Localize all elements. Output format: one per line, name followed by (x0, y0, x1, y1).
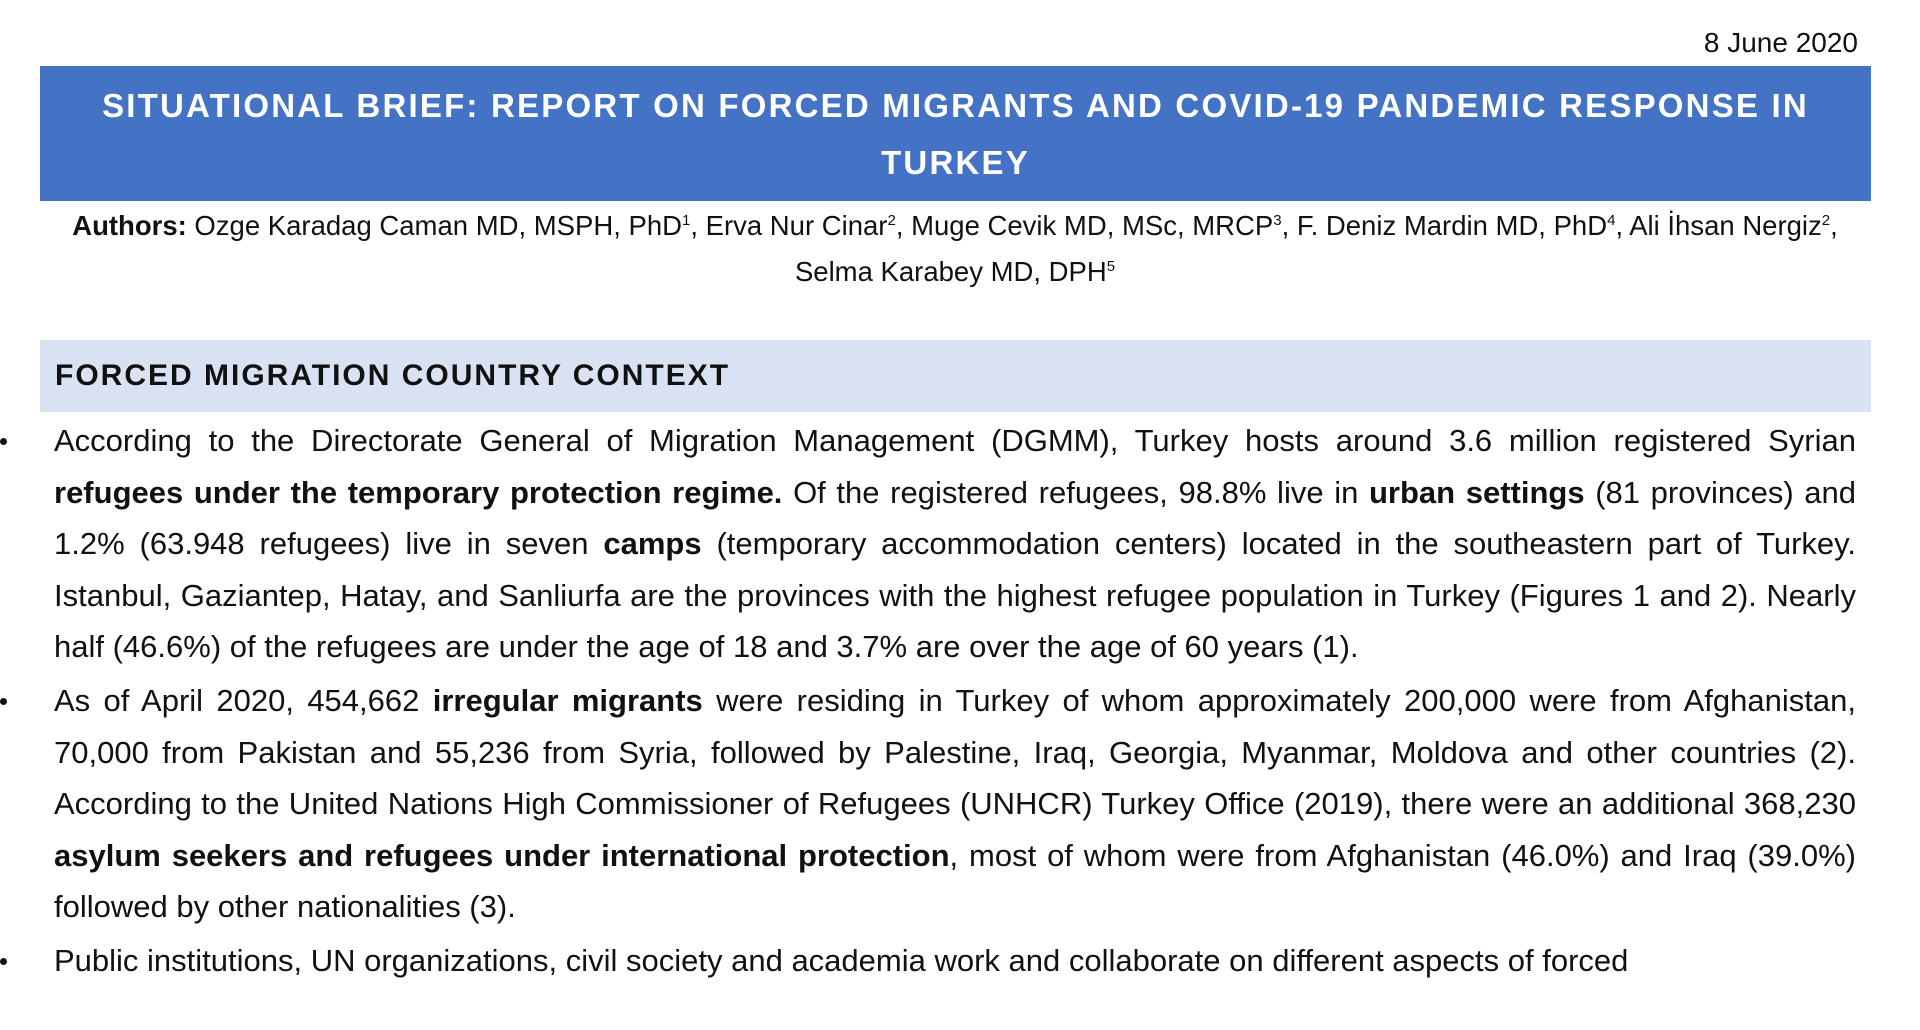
bullet-text: According to the Directorate General of Migration Management (DGMM), Turkey hosts around 3.6 million registered Syrian (54, 423, 1856, 458)
bullet-text: As of April 2020, 454,662 (54, 682, 433, 718)
author-affiliation: 3 (1273, 211, 1282, 229)
author-affiliation: 4 (1607, 211, 1616, 229)
authors-line (60, 203, 1850, 295)
section-title: FORCED MIGRATION COUNTRY CONTEXT (55, 359, 731, 392)
author-separator: , (1830, 210, 1838, 241)
author-affiliation: 5 (1106, 257, 1116, 275)
author-separator: , (690, 210, 706, 241)
bullet-dot-icon (0, 698, 7, 705)
author-name: F. Deniz Mardin MD, PhD (1296, 210, 1608, 241)
bullet-text: (81 provinces) and 1.2% (63.948 refugees) live in seven (54, 474, 1856, 562)
bullet-bold-text: urban settings (1368, 474, 1585, 510)
bullet-dot-icon (0, 438, 7, 445)
report-title: SITUATIONAL BRIEF: REPORT ON FORCED MIGRANTS AND COVID-19 PANDEMIC RESPONSE IN TURKEY (102, 86, 1809, 181)
bullet-text: Public institutions, UN organizations, civil society and academia work and collaborate on different aspects of forced (54, 942, 1629, 978)
authors-label: Authors: (72, 210, 187, 241)
bullet-bold-text: refugees under the temporary protection regime. (54, 474, 783, 510)
bullet-bold-text: asylum seekers and refugees under international protection (54, 837, 950, 873)
author-separator: , (1281, 210, 1297, 241)
bullet-dot-icon (0, 958, 7, 965)
bullet-bold-text: camps (603, 526, 702, 562)
author-separator: , (895, 210, 912, 241)
report-date: 8 June 2020 (1703, 27, 1858, 58)
author-affiliation: 2 (887, 211, 896, 229)
author-affiliation: 1 (681, 211, 691, 229)
bullet-text: were residing in Turkey of whom approximately 200,000 were from Afghanistan, 70,000 from Pakistan and 55,236 from Syria, followed by Palestine, Iraq, Georgia, Myanmar, Moldova and other countries (2). According to the United Nations High Commissioner of Refugees (UNHCR) Turkey Office (2019), there were an additional 368,230 (54, 682, 1856, 822)
bullet-item (0, 415, 1920, 673)
section-header (40, 340, 1871, 412)
bullet-text: , most of whom were from Afghanistan (46.0%) and Iraq (39.0%) followed by other nationalities (3). (54, 837, 1856, 925)
author-name: Ali İhsan Nergiz (1629, 210, 1822, 241)
bullet-list (0, 415, 1920, 989)
bullet-bold-text: irregular migrants (432, 682, 703, 718)
title-banner (40, 66, 1871, 201)
author-name: Erva Nur Cinar (705, 210, 888, 241)
bullet-text: Of the registered refugees, 98.8% live in (782, 474, 1369, 510)
author-affiliation: 2 (1821, 211, 1831, 229)
author-name: Selma Karabey MD, DPH (794, 256, 1107, 287)
bullet-item (0, 935, 1920, 987)
author-separator: , (1615, 210, 1630, 241)
author-name: Ozge Karadag Caman MD, MSPH, PhD (194, 210, 682, 241)
bullet-item (0, 675, 1920, 933)
bullet-text: (temporary accommodation centers) located in the southeastern part of Turkey. Istanbul, Gaziantep, Hatay, and Sanliurfa are the provinces with the highest refugee population in Turkey (Figures 1 and 2). Nearly half (46.6%) of the refugees are under the age of 18 and 3.7% are over the age of 60 years (1). (54, 526, 1856, 665)
author-name: Muge Cevik MD, MSc, MRCP (911, 210, 1274, 241)
